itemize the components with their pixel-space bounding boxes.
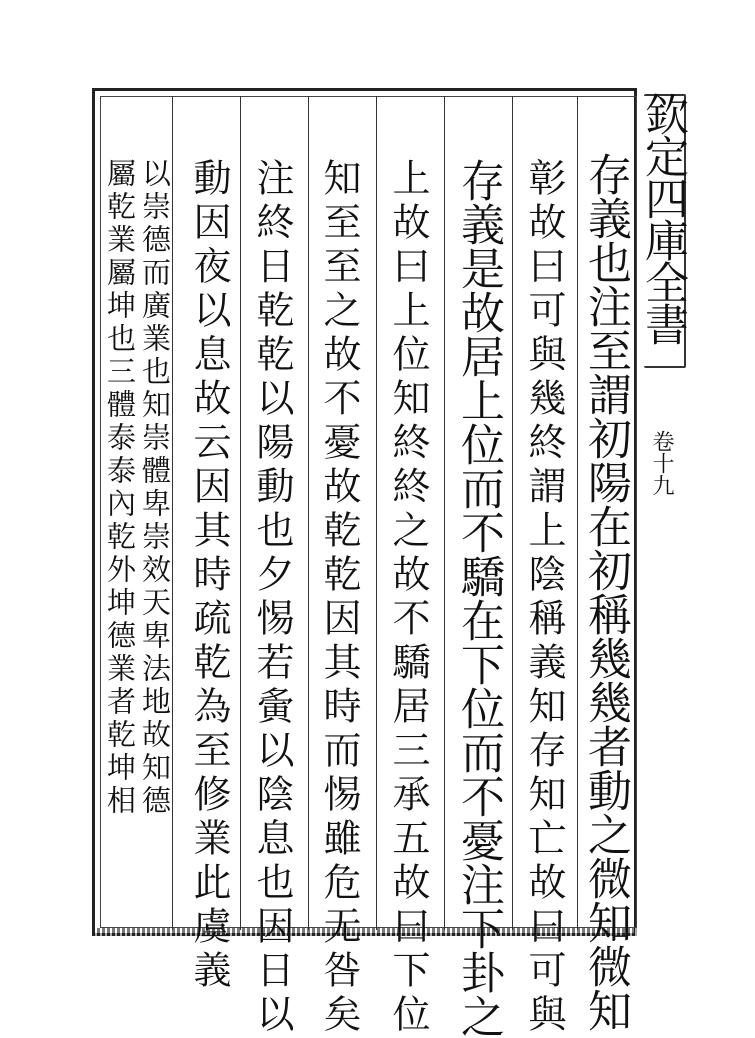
column-divider <box>172 96 173 930</box>
text-column-9: 屬乾業屬坤也三體泰泰內乾外坤德業者乾坤相 <box>103 158 137 818</box>
text-column-3: 存義是故居上位而不驕在下位而不憂注下卦之 <box>453 158 504 1038</box>
column-divider <box>308 96 309 930</box>
text-column-8: 以崇德而廣業也知崇體卑崇效天卑法地故知德 <box>138 158 172 818</box>
text-column-5: 知至至之故不憂故乾乾因其時而惕雖危无咎矣 <box>317 158 361 1038</box>
column-divider <box>376 96 377 930</box>
text-column-2: 彰故曰可與幾終謂上陰稱義知存知亡故曰可與 <box>522 158 566 1038</box>
margin-juan: 卷十九 <box>649 430 674 496</box>
margin-title: 欽定四庫全書 <box>637 92 688 344</box>
text-column-7: 動因夜以息故云因其時疏乾為至修業此虞義 <box>187 158 231 994</box>
text-column-6: 注終日乾乾以陽動也夕惕若夤以陰息也因日以 <box>250 158 294 1038</box>
text-column-1: 存義也注至謂初陽在初稱幾幾者動之微知微知 <box>580 152 631 1032</box>
column-divider <box>512 96 513 930</box>
column-divider <box>577 96 578 930</box>
column-divider <box>240 96 241 930</box>
column-divider <box>444 96 445 930</box>
text-column-4: 上故曰上位知終終之故不驕居三承五故曰下位 <box>386 158 430 1038</box>
